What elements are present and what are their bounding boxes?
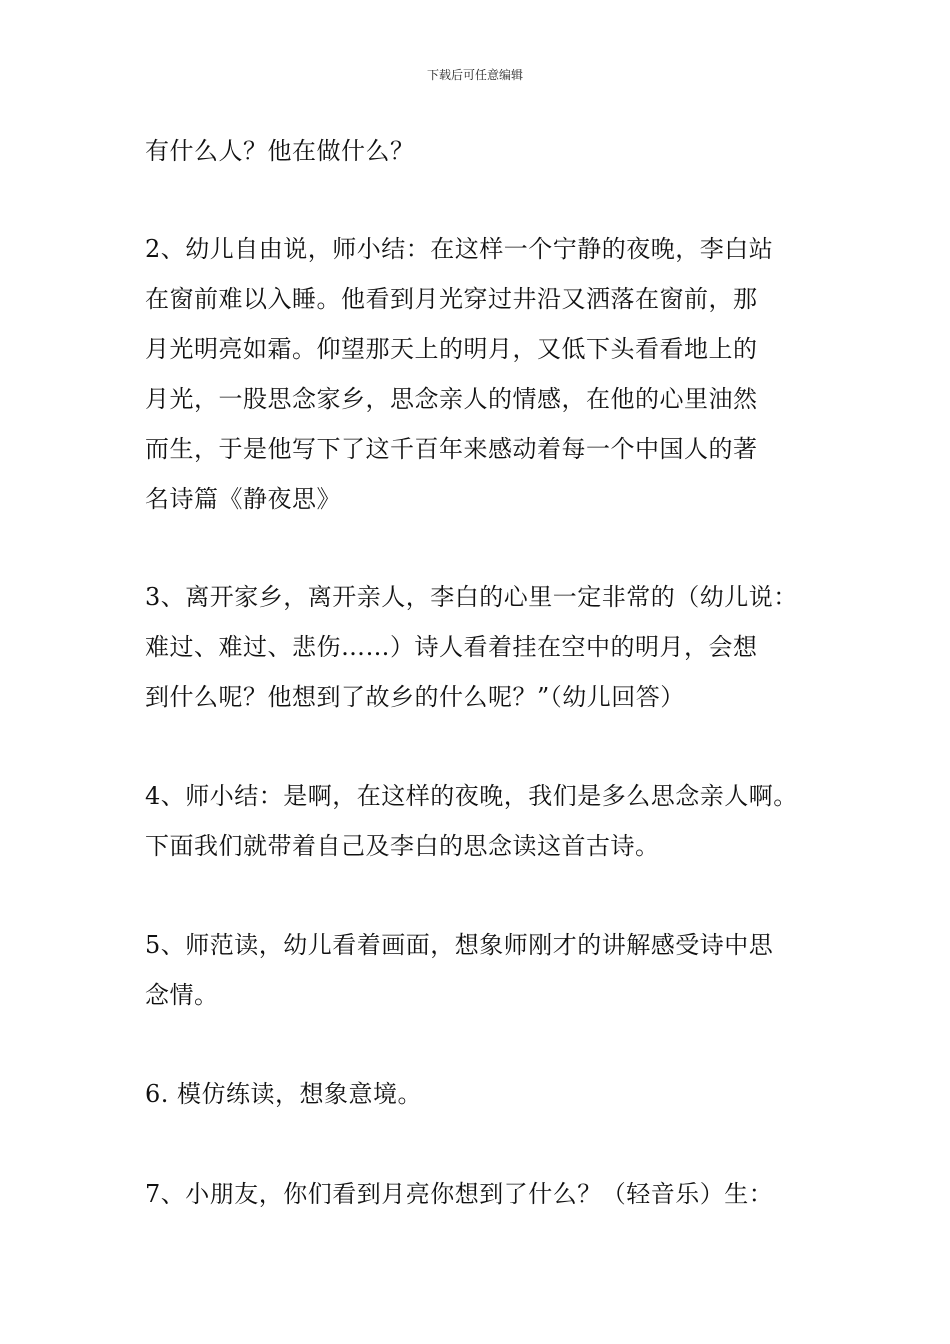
text-line-6: 而生，于是他写下了这千百年来感动着每一个中国人的著 [145,435,758,463]
text-line-14: 念情。 [145,981,219,1009]
text-line-2: 2、幼儿自由说，师小结：在这样一个宁静的夜晚，李白站 [145,235,774,263]
text-line-3: 在窗前难以入睡。他看到月光穿过井沿又洒落在窗前，那 [145,285,758,313]
text-line-1: 有什么人？他在做什么？ [145,137,415,165]
text-line-13: 5、师范读，幼儿看着画面，想象师刚才的讲解感受诗中思 [145,931,774,959]
text-line-5: 月光，一股思念家乡，思念亲人的情感，在他的心里油然 [145,385,758,413]
text-line-16: 7、小朋友，你们看到月亮你想到了什么？（轻音乐）生： [145,1180,774,1208]
text-line-15: 6. 模仿练读，想象意境。 [145,1080,423,1108]
page-header-note: 下载后可任意编辑 [426,68,523,82]
text-line-10: 到什么呢？他想到了故乡的什么呢？”（幼儿回答） [145,683,685,711]
text-line-7: 名诗篇《静夜思》 [145,485,341,513]
text-line-11: 4、师小结：是啊，在这样的夜晚，我们是多么思念亲人啊。 [145,782,798,810]
text-line-12: 下面我们就带着自己及李白的思念读这首古诗。 [145,832,660,860]
text-line-4: 月光明亮如霜。仰望那天上的明月，又低下头看看地上的 [145,335,758,363]
text-line-9: 难过、难过、悲伤……）诗人看着挂在空中的明月，会想 [145,633,758,661]
text-line-8: 3、离开家乡，离开亲人，李白的心里一定非常的（幼儿说： [145,583,798,611]
